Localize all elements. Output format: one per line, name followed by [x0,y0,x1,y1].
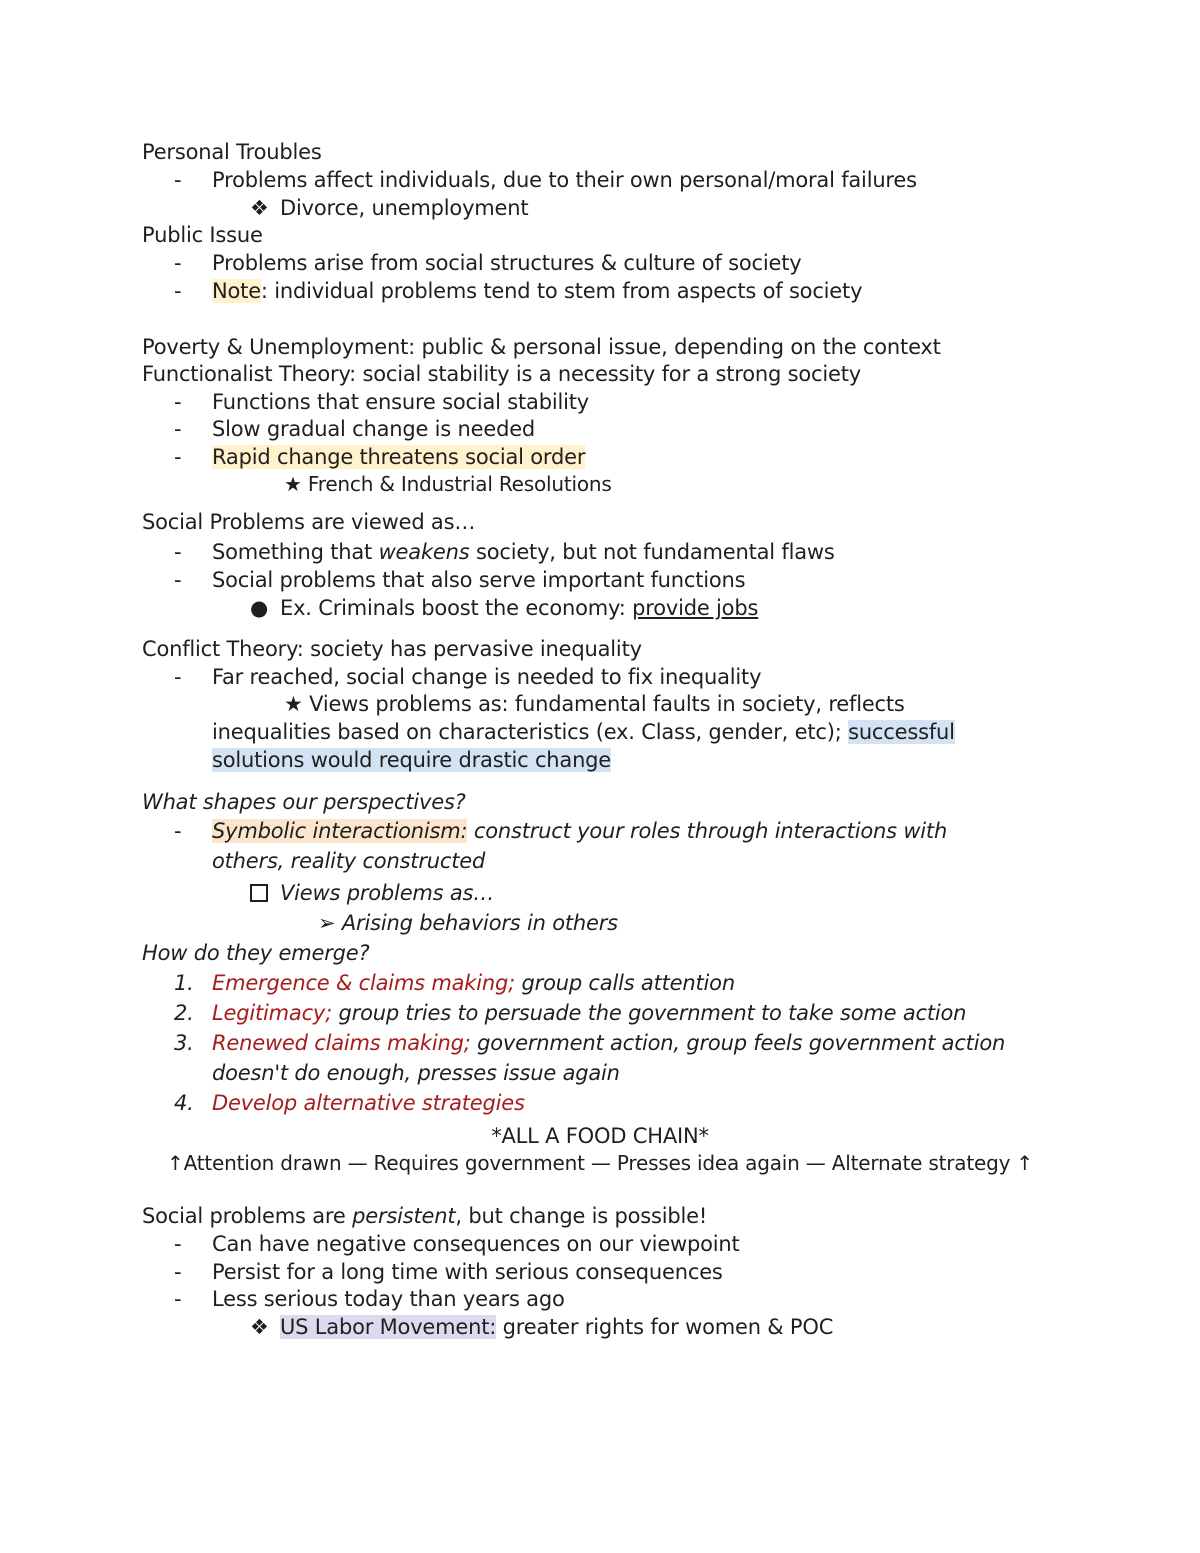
heading-personal-troubles: Personal Troubles [142,140,322,164]
numbered-item-continuation: doesn't do enough, presses issue again [212,1061,620,1085]
list-item-continuation: others, reality constructed [212,849,486,873]
highlight: Symbolic interactionism: [212,819,468,843]
highlight: successful [848,720,955,744]
dash-bullet: - [174,1260,182,1284]
heading-perspectives: What shapes our perspectives? [142,790,466,814]
list-item [212,443,585,471]
list-item: ❖ US Labor Movement: greater rights for women & POC [250,1315,834,1339]
numbered-item: 3. Renewed claims making; government action, group feels government action [174,1031,1006,1055]
dash-bullet: - [174,1232,182,1256]
list-item: ● Ex. Criminals boost the economy: provide jobs [250,596,759,620]
numbered-item: 2. Legitimacy; group tries to persuade the government to take some action [174,1001,967,1025]
list-item: Views problems as… [250,879,494,907]
list-item-continuation: inequalities based on characteristics (ex. Class, gender, etc); successful [212,720,955,744]
square-bullet-icon [250,884,268,902]
list-item: Can have negative consequences on our viewpoint [212,1232,740,1256]
diamond-bullet-icon: ❖ [250,1315,269,1339]
paragraph: Poverty & Unemployment: public & personal issue, depending on the context [142,335,941,359]
list-item: Problems arise from social structures & culture of society [212,251,802,275]
diamond-bullet-icon: ❖ [250,196,269,220]
heading-conflict-theory: Conflict Theory: society has pervasive inequality [142,637,642,661]
highlight: Rapid change threatens social order [212,445,586,469]
heading-social-problems: Social Problems are viewed as… [142,510,476,534]
list-item: Slow gradual change is needed [212,417,536,441]
highlight: Note [212,279,261,303]
list-item: Note: individual problems tend to stem from aspects of society [212,279,863,303]
dash-bullet: - [174,251,182,275]
list-item: Persist for a long time with serious consequences [212,1260,723,1284]
dash-bullet: - [174,665,182,689]
dash-bullet: - [174,390,182,414]
star-icon: ★ [284,472,308,496]
list-item: ➢ Arising behaviors in others [318,911,618,935]
list-item-continuation [212,746,611,774]
heading-how-emerge: How do they emerge? [142,941,370,965]
food-chain-line: ↑Attention drawn — Requires government — Presses idea again — Alternate strategy ↑ [167,1151,1033,1175]
dash-bullet: - [174,279,182,303]
numbered-item: 4. Develop alternative strategies [174,1091,525,1115]
list-item: Problems affect individuals, due to their own personal/moral failures [212,168,917,192]
heading-functionalist-theory: Functionalist Theory: social stability is a necessity for a strong society [142,362,861,386]
highlight: US Labor Movement: [280,1315,497,1339]
dash-bullet: - [174,1287,182,1311]
highlight: solutions would require drastic change [212,748,612,772]
food-chain-title: *ALL A FOOD CHAIN* [491,1124,709,1148]
list-item: Something that weakens society, but not fundamental flaws [212,540,835,564]
list-item: Social problems that also serve important functions [212,568,746,592]
arrow-bullet-icon: ➢ [318,911,342,935]
list-item: Far reached, social change is needed to fix inequality [212,665,762,689]
dash-bullet: - [174,417,182,441]
dash-bullet: - [174,819,182,843]
dash-bullet: - [174,445,182,469]
list-item: Symbolic interactionism: construct your roles through interactions with [212,819,948,843]
dash-bullet: - [174,540,182,564]
list-item: Functions that ensure social stability [212,390,589,414]
list-item: ★ Views problems as: fundamental faults in society, reflects [284,692,905,716]
list-item: ❖ Divorce, unemployment [250,196,529,220]
heading-public-issue: Public Issue [142,223,263,247]
list-item: ★ French & Industrial Resolutions [284,472,612,496]
numbered-item: 1. Emergence & claims making; group calls attention [174,971,735,995]
star-icon: ★ [284,692,310,716]
dash-bullet: - [174,568,182,592]
dash-bullet: - [174,168,182,192]
heading-persistent: Social problems are persistent, but change is possible! [142,1204,708,1228]
round-bullet-icon: ● [250,596,269,620]
list-item: Less serious today than years ago [212,1287,565,1311]
